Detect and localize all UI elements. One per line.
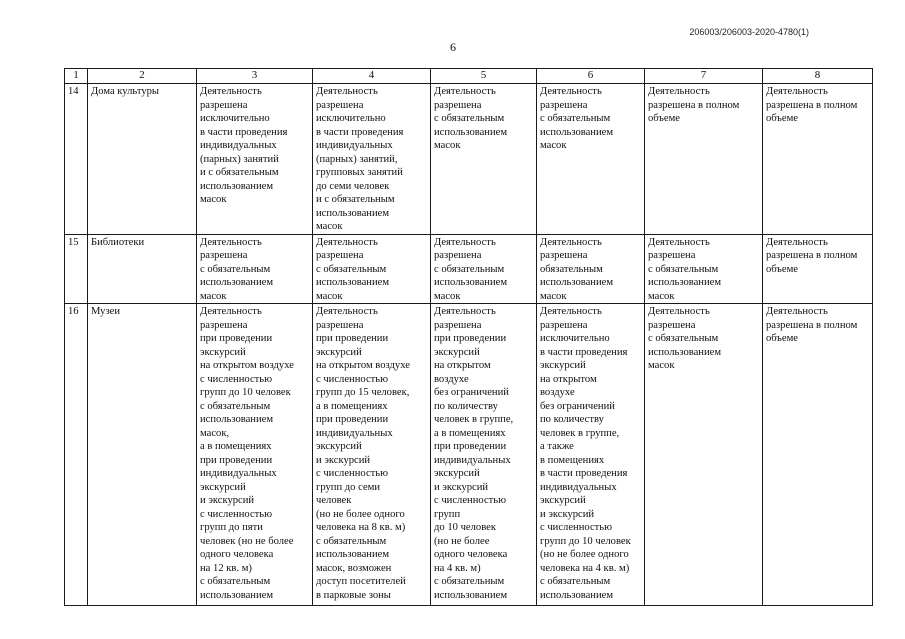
table-cell: Деятельность разрешена в полном объеме bbox=[763, 84, 873, 235]
table-cell: Деятельность разрешена обязательным использованием масок bbox=[537, 234, 645, 304]
table-row bbox=[65, 304, 873, 606]
row-number: 15 bbox=[65, 234, 88, 304]
table-row bbox=[65, 84, 873, 235]
facility-name: Библиотеки bbox=[88, 234, 197, 304]
column-header: 4 bbox=[313, 69, 431, 84]
column-header: 7 bbox=[645, 69, 763, 84]
page-number: 6 bbox=[450, 40, 456, 54]
row-number: 14 bbox=[65, 84, 88, 235]
row-number: 16 bbox=[65, 304, 88, 606]
document-number: 206003/206003-2020-4780(1) bbox=[689, 27, 809, 37]
table-cell: Деятельность разрешена при проведении экскурсий на открытом воздухе с численностью групп до 10 человек с обязательным использованием масок, а в помещениях при проведении индивидуальных экскурсий и экскурсий с численностью групп до пяти человек (но не более одного человека на 12 кв. м) с обязательным использованием bbox=[197, 304, 313, 606]
column-header: 2 bbox=[88, 69, 197, 84]
restrictions-table bbox=[64, 68, 873, 606]
table-cell: Деятельность разрешена с обязательным использованием масок bbox=[431, 84, 537, 235]
table-cell: Деятельность разрешена в полном объеме bbox=[763, 304, 873, 606]
table-cell: Деятельность разрешена с обязательным использованием масок bbox=[431, 234, 537, 304]
table-row bbox=[65, 234, 873, 304]
table-cell: Деятельность разрешена в полном объеме bbox=[645, 84, 763, 235]
table-cell: Деятельность разрешена при проведении экскурсий на открытом воздухе без ограничений по количеству человек в группе, а в помещениях при проведении индивидуальных экскурсий и экскурсий с численностью групп до 10 человек (но не более одного человека на 4 кв. м) с обязательным использованием bbox=[431, 304, 537, 606]
table-cell: Деятельность разрешена при проведении экскурсий на открытом воздухе с численностью групп до 15 человек, а в помещениях при проведении индивидуальных экскурсий и экскурсий с численностью групп до семи человек (но не более одного человека на 8 кв. м) с обязательным использованием масок, возможен доступ посетителей в парковые зоны bbox=[313, 304, 431, 606]
facility-name: Музеи bbox=[88, 304, 197, 606]
table-cell: Деятельность разрешена с обязательным использованием масок bbox=[197, 234, 313, 304]
column-header: 3 bbox=[197, 69, 313, 84]
column-header: 1 bbox=[65, 69, 88, 84]
table-cell: Деятельность разрешена с обязательным использованием масок bbox=[645, 234, 763, 304]
table-cell: Деятельность разрешена в полном объеме bbox=[763, 234, 873, 304]
table-cell: Деятельность разрешена исключительно в части проведения индивидуальных (парных) занятий, групповых занятий до семи человек и с обязательным использованием масок bbox=[313, 84, 431, 235]
table-cell: Деятельность разрешена исключительно в части проведения индивидуальных (парных) занятий и с обязательным использованием масок bbox=[197, 84, 313, 235]
table-cell: Деятельность разрешена исключительно в части проведения экскурсий на открытом воздухе без ограничений по количеству человек в группе, а также в помещениях в части проведения индивидуальных экскурсий и экскурсий с численностью групп до 10 человек (но не более одного человека на 4 кв. м) с обязательным использованием bbox=[537, 304, 645, 606]
table-cell: Деятельность разрешена с обязательным использованием масок bbox=[537, 84, 645, 235]
table-cell: Деятельность разрешена с обязательным использованием масок bbox=[313, 234, 431, 304]
table-cell: Деятельность разрешена с обязательным использованием масок bbox=[645, 304, 763, 606]
column-header: 5 bbox=[431, 69, 537, 84]
column-header: 8 bbox=[763, 69, 873, 84]
header-row bbox=[65, 69, 873, 84]
facility-name: Дома культуры bbox=[88, 84, 197, 235]
column-header: 6 bbox=[537, 69, 645, 84]
